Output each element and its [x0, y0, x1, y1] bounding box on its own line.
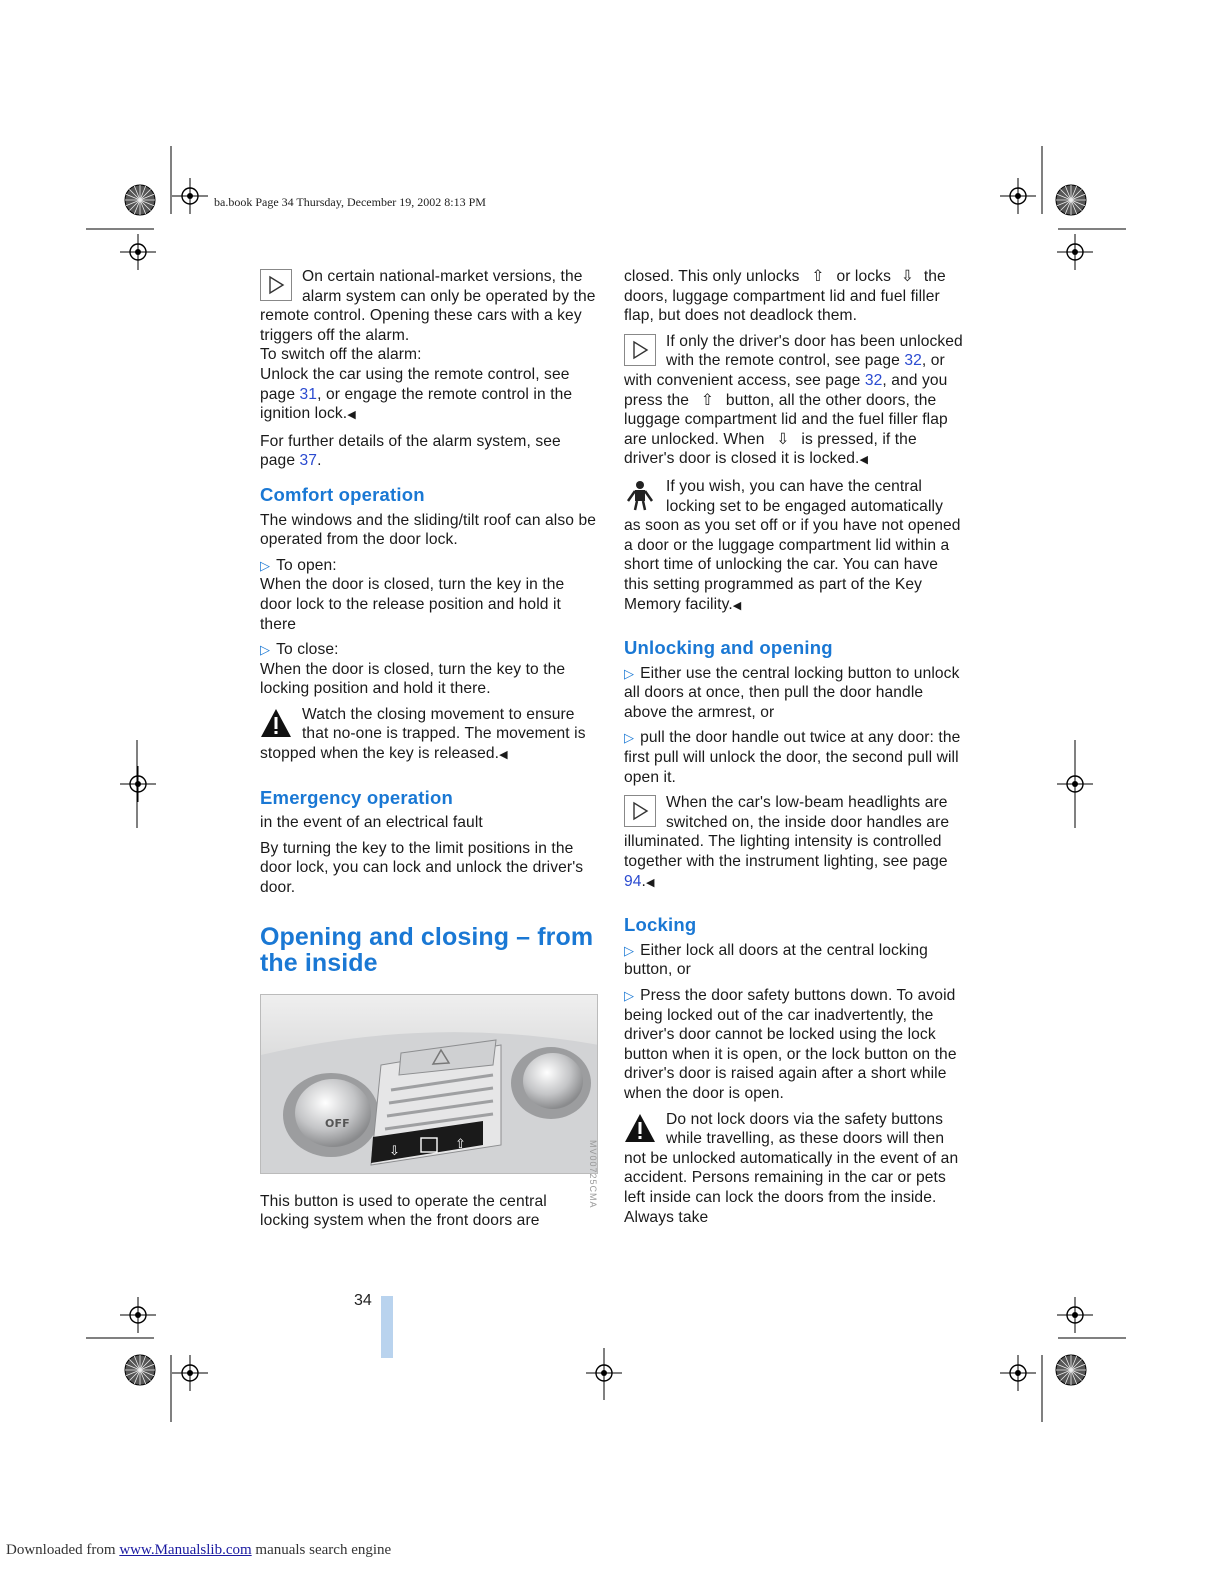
photo-caption: This button is used to operate the central locking system when the front doors are: [260, 1192, 547, 1230]
bullet-triangle-icon: ▷: [624, 730, 635, 746]
unlock-bullet-2: ▷ pull the door handle out twice at any door: the first pull will unlock the door, the second pull will open it.: [624, 729, 961, 786]
left-column: [260, 267, 600, 1237]
emergency-line2: By turning the key to the limit positions in the door lock, you can lock and unlock the driver's door.: [260, 839, 584, 897]
bullet-close: ▷ To close: When the door is closed, turn the key to the locking position and hold it there.: [260, 641, 566, 698]
lock-arrow-icon: ⇩: [900, 268, 914, 285]
heading-comfort-operation: Comfort operation: [260, 483, 425, 505]
unlock-arrow-icon: ⇧: [700, 391, 715, 409]
page-number: 34: [354, 1292, 372, 1309]
note-auto-lock: If you wish, you can have the central locking set to be engaged automatically as soon as you set off or if you have not opened a door or the luggage compartment lid within a short time of unlocking the car. You can have this setting programmed as part of the Key Memory facility.◀: [624, 477, 961, 613]
lock-bullet-2: ▷ Press the door safety buttons down. To avoid being locked out of the car inadvertently, the driver's door cannot be locked using the lock button when it is open, or the lock button on the driver's door is raised again after a short while when the door is open.: [624, 987, 957, 1102]
page-link[interactable]: 37: [299, 452, 318, 470]
heading-emergency-operation: Emergency operation: [260, 786, 453, 808]
note-triangle-icon: [260, 269, 292, 301]
lock-bullet-1: ▷ Either lock all doors at the central locking button, or: [624, 941, 928, 979]
svg-text:⇩: ⇩: [389, 1143, 400, 1159]
console-illustration: [261, 995, 598, 1174]
svg-text:⇧: ⇧: [455, 1136, 466, 1152]
further-details: For further details of the alarm system, see page 37.: [260, 432, 561, 470]
end-mark: ◀: [347, 409, 356, 422]
right-column: [624, 267, 964, 1233]
central-locking-photo: [260, 994, 598, 1174]
note-triangle-icon: [624, 795, 656, 827]
note-headlights: When the car's low-beam headlights are switched on, the inside door handles are illuminated. The lighting intensity is controlled together with the instrument lighting, see page 94.◀: [624, 794, 950, 890]
workshop-person-icon: [624, 479, 656, 511]
bullet-triangle-icon: ▷: [260, 557, 271, 573]
off-label: OFF: [325, 1116, 350, 1130]
lock-arrow-icon: ⇩: [776, 430, 790, 448]
note-driver-door: If only the driver's door has been unlocked with the remote control, see page 32, or with convenient access, see page 32, and you press the ⇧ button, all the other doors, the luggage compartment lid and the fuel filler flap are unlocked. When ⇩ is pressed, if the driver's door is closed it is locked.◀: [624, 332, 963, 468]
bullet-triangle-icon: ▷: [260, 642, 271, 658]
page-link[interactable]: 32: [864, 371, 883, 389]
page-link[interactable]: 31: [299, 385, 318, 403]
note-triangle-icon: [624, 334, 656, 366]
warning-closing: Watch the closing movement to ensure that no-one is trapped. The movement is stopped when the key is released.◀: [260, 705, 586, 763]
page-link[interactable]: 32: [904, 352, 922, 370]
heading-locking: Locking: [624, 914, 697, 936]
manualslib-link[interactable]: www.Manualslib.com: [119, 1542, 252, 1558]
bullet-open: ▷ To open: When the door is closed, turn the key in the door lock to the release position and hold it there: [260, 556, 565, 633]
photo-id: MV00725CMA: [588, 1140, 598, 1209]
heading-unlocking: Unlocking and opening: [624, 637, 833, 659]
bullet-triangle-icon: ▷: [624, 942, 635, 958]
note-alarm: On certain national-market versions, the alarm system can only be operated by the remote control. Opening these cars with a key triggers off the alarm. To switch off the alarm: Unlock the car using the remote control, see page 31, or engage the remote control in the ignition lock.◀: [260, 268, 596, 423]
warning-icon: [624, 1112, 656, 1144]
page-link[interactable]: 94: [624, 872, 642, 890]
unlock-arrow-icon: ⇧: [811, 268, 825, 285]
continued-text: closed. This only unlocks ⇧ or locks ⇩ the doors, luggage compartment lid and fuel filler flap, but does not deadlock them.: [624, 268, 946, 325]
warning-safety-buttons: Do not lock doors via the safety buttons while travelling, as these doors will then not be unlocked automatically in the event of an accident. Persons remaining in the car or pets left inside can lock the doors from the inside. Always take: [624, 1110, 959, 1226]
warning-icon: [260, 707, 292, 739]
section-title: Opening and closing – from the inside: [260, 922, 594, 977]
page-tab: [381, 1296, 393, 1358]
download-footer: Downloaded from www.Manualslib.com manuals search engine: [6, 1542, 392, 1558]
emergency-line1: in the event of an electrical fault: [260, 814, 483, 832]
print-header: ba.book Page 34 Thursday, December 19, 2002 8:13 PM: [214, 195, 486, 209]
unlock-bullet-1: ▷ Either use the central locking button to unlock all doors at once, then pull the door handle above the armrest, or: [624, 664, 960, 721]
bullet-triangle-icon: ▷: [624, 665, 635, 681]
bullet-triangle-icon: ▷: [624, 988, 635, 1003]
comfort-intro: The windows and the sliding/tilt roof can also be operated from the door lock.: [260, 511, 597, 549]
